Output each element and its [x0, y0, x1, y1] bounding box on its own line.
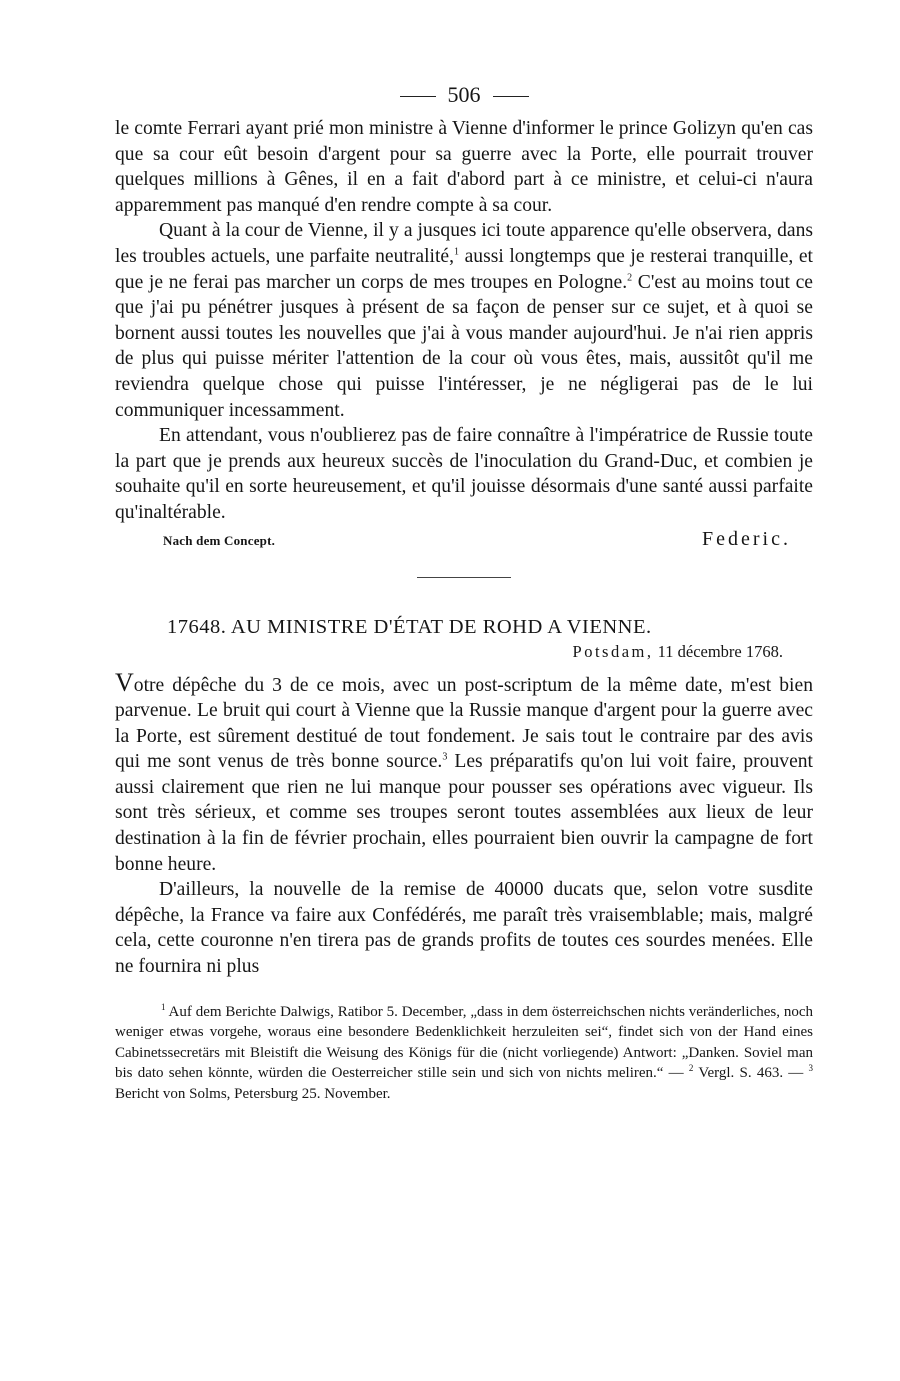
- footnote-1-text: Auf dem Berichte Dalwigs, Ratibor 5. December, „dass in dem österreichschen nichts veränderliches, noch weniger etwas vorgehe, woraus eine besondere Bedenklichkeit herzuleiten sei“, findet sich von der Hand eines Cabinetssecretärs mit Bleistift die Weisung des Königs für die (nicht vorliegende) Antwort: „Danken. Soviel man bis dato sehen könnte, würden die Oesterreicher stille sein und sich von nichts meliren.“ —: [115, 1003, 813, 1082]
- signature-row: [115, 528, 813, 551]
- footnote-ref-3: 3: [442, 751, 448, 763]
- footnote-2-text: Vergl. S. 463. —: [693, 1065, 809, 1082]
- paragraph-4-part-a: otre dépêche du 3 de ce mois, avec un post-scriptum de la même date, m'est bien parvenue. Le bruit qui court à Vienne que la Russie manque d'argent pour la guerre avec la Porte, est sûrement destitué de tout fondement. Je sais tout le contraire par des avis qui me sont venus de très bonne source.: [115, 674, 813, 773]
- paragraph-2-part-c: C'est au moins tout ce que j'ai pu pénétrer jusques à présent de sa façon de penser sur ce sujet, et à quoi se bornent aussi toutes les nouvelles que j'ai à vous mander aujourd'hui. Je n'ai rien appris de plus qui puisse mériter l'attention de la cour où vous êtes, mais, aussitôt qu'il me reviendra quelque chose qui puisse l'intéresser, je ne négligerai pas de le lui communiquer incessamment.: [115, 271, 813, 421]
- paragraph-4: [115, 667, 814, 878]
- document-heading: [115, 614, 813, 640]
- page-header: [115, 80, 813, 116]
- footnote-3-text: Bericht von Solms, Petersburg 25. November.: [115, 1086, 391, 1102]
- concept-note: Nach dem Concept.: [163, 532, 276, 548]
- paragraph-2-part-b: aussi longtemps que je resterai tranquille, et que je ne ferai pas marcher un corps de mes troupes en Pologne.: [115, 245, 813, 293]
- footnote-mark-2: 2: [688, 1063, 694, 1074]
- footnote-mark-3: 3: [808, 1063, 813, 1074]
- paragraph-4-part-b: Les préparatifs qu'on lui voit faire, prouvent aussi clairement que rien ne lui manque pour pousser ses opérations avec vigueur. Ils sont très sérieux, et comme ses troupes seront toutes assemblées aux lieux de leur destination à la fin de février prochain, elles pourraient bien ouvrir la campagne de fort bonne heure.: [115, 751, 814, 875]
- footnote-ref-2: 2: [627, 272, 633, 284]
- place: Potsdam,: [572, 641, 654, 661]
- header-dash-left: [400, 96, 436, 97]
- footnote-ref-1: 1: [454, 246, 460, 258]
- document-number: 17648.: [167, 615, 227, 638]
- paragraph-3: En attendant, vous n'oublierez pas de faire connaître à l'impératrice de Russie toute la part que je prends aux heureux succès de l'inoculation du Grand-Duc, et combien je souhaite qu'il en sorte heureusement, et qu'il jouisse désormais d'une santé aussi parfaite qu'inaltérable.: [115, 425, 813, 523]
- footnotes: [115, 1002, 813, 1105]
- section-separator: [417, 577, 511, 578]
- page-number: 506: [447, 82, 481, 107]
- place-date-line: [115, 640, 813, 664]
- date: 11 décembre 1768.: [657, 641, 783, 661]
- paragraph-2: [115, 218, 813, 423]
- header-dash-right: [493, 96, 529, 97]
- document-title: AU MINISTRE D'ÉTAT DE ROHD A VIENNE.: [230, 615, 652, 638]
- document-page: [115, 80, 813, 1105]
- footnote-mark-1: 1: [161, 1001, 166, 1012]
- paragraph-5: D'ailleurs, la nouvelle de la remise de 40000 ducats que, selon votre susdite dépêche, la France va faire aux Confédérés, me paraît très vraisemblable; mais, malgré cela, cette couronne n'en tirera pas de grands profits de toutes ces sourdes menées. Elle ne fournira ni plus: [115, 879, 813, 978]
- signature: Federic.: [702, 527, 791, 550]
- paragraph-1: le comte Ferrari ayant prié mon ministre à Vienne d'informer le prince Golizyn qu'en cas que sa cour eût besoin d'argent pour sa guerre avec la Porte, elle pourrait trouver quelques millions à Gênes, il en a fait d'abord part à ce ministre, et celui-ci n'aura apparemment pas manqué d'en rendre compte à sa cour.: [115, 118, 813, 216]
- paragraph-2-part-a: Quant à la cour de Vienne, il y a jusques ici toute apparence qu'elle observera, dans les troubles actuels, une parfaite neutralité,: [115, 220, 813, 267]
- initial-letter: V: [115, 667, 134, 697]
